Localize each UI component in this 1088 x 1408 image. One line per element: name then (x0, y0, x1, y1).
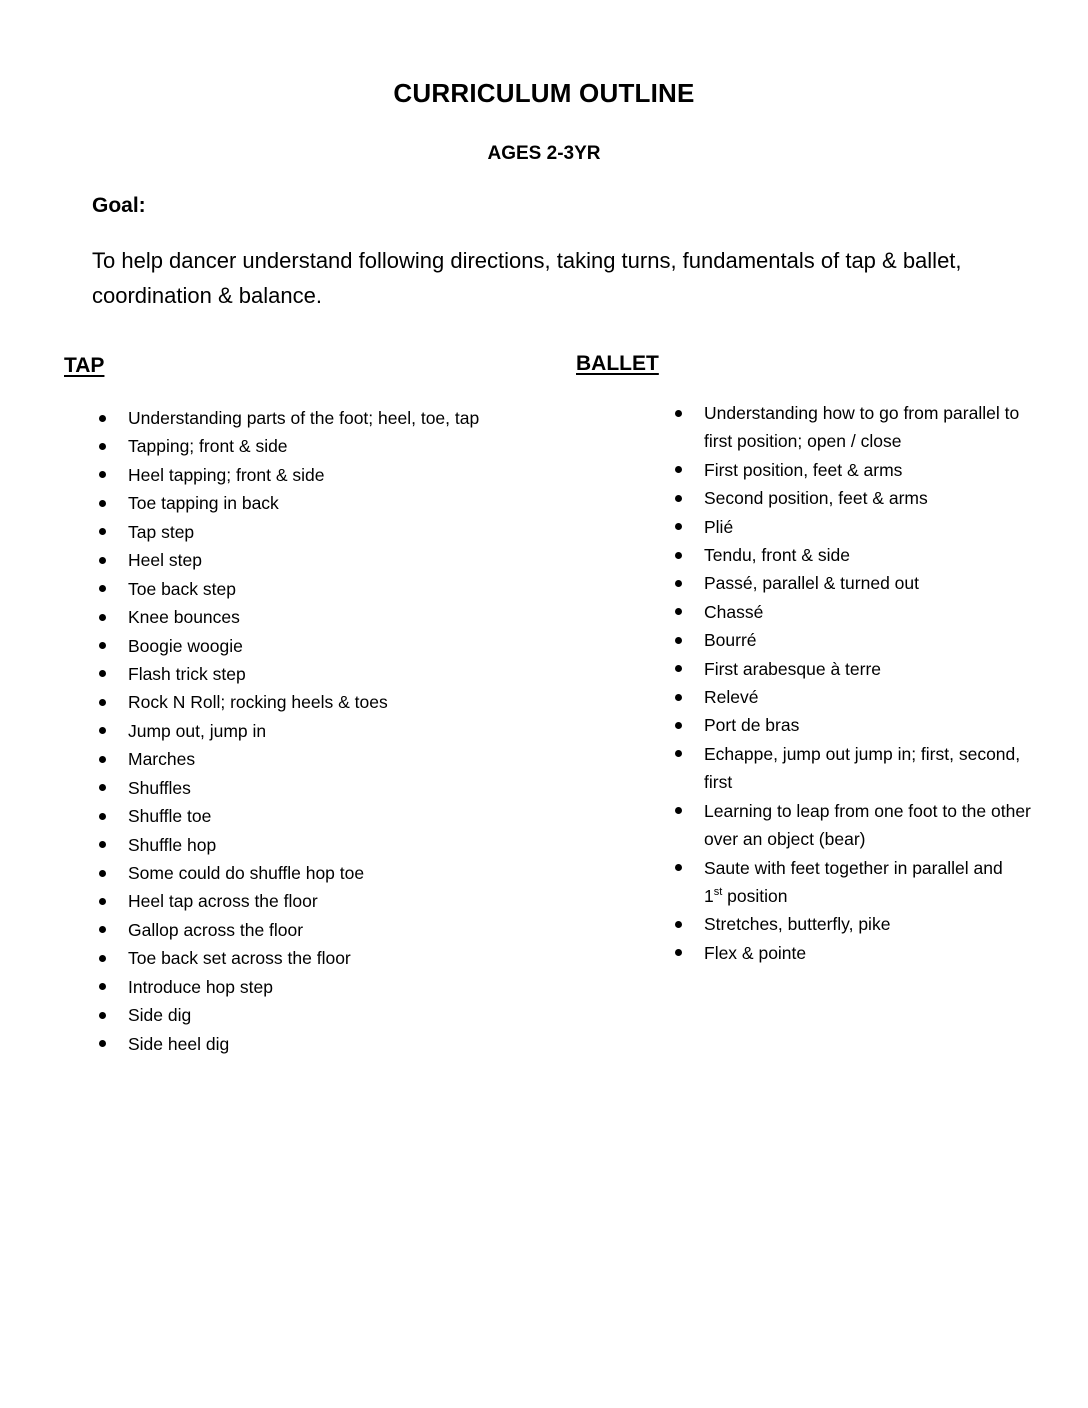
bullet-icon (99, 813, 106, 820)
list-item: Tap step (128, 518, 558, 546)
list-item: Passé, parallel & turned out (704, 569, 1034, 597)
list-item: Plié (704, 513, 1034, 541)
list-item: Flash trick step (128, 660, 558, 688)
bullet-icon (675, 665, 682, 672)
bullet-icon (99, 614, 106, 621)
bullet-icon (99, 500, 106, 507)
list-item: Tendu, front & side (704, 541, 1034, 569)
bullet-icon (99, 471, 106, 478)
bullet-icon (675, 466, 682, 473)
bullet-icon (99, 926, 106, 933)
bullet-icon (99, 528, 106, 535)
bullet-icon (675, 921, 682, 928)
list-item: Side heel dig (128, 1030, 558, 1058)
list-item: Saute with feet together in parallel and 1st position (704, 854, 1034, 911)
list-item: Chassé (704, 598, 1034, 626)
bullet-icon (675, 523, 682, 530)
list-item: Tapping; front & side (128, 432, 558, 460)
bullet-icon (99, 1040, 106, 1047)
list-item: Understanding parts of the foot; heel, toe, tap (128, 404, 558, 432)
bullet-icon (99, 727, 106, 734)
bullet-icon (675, 552, 682, 559)
ballet-list (704, 399, 1034, 967)
bullet-icon (99, 585, 106, 592)
list-item: First arabesque à terre (704, 655, 1034, 683)
ballet-heading: BALLET (576, 352, 659, 375)
bullet-icon (675, 410, 682, 417)
list-item: Introduce hop step (128, 973, 558, 1001)
bullet-icon (675, 637, 682, 644)
bullet-icon (99, 443, 106, 450)
bullet-icon (99, 898, 106, 905)
list-item: Toe back step (128, 575, 558, 603)
list-item: Boogie woogie (128, 632, 558, 660)
list-item: Shuffle hop (128, 831, 558, 859)
list-item: Heel tap across the floor (128, 887, 558, 915)
bullet-icon (675, 580, 682, 587)
list-item: Stretches, butterfly, pike (704, 910, 1034, 938)
list-item: Heel step (128, 546, 558, 574)
list-item: Rock N Roll; rocking heels & toes (128, 688, 558, 716)
bullet-icon (99, 955, 106, 962)
bullet-icon (99, 642, 106, 649)
list-item: Relevé (704, 683, 1034, 711)
list-item: Marches (128, 745, 558, 773)
tap-heading: TAP (64, 354, 105, 377)
bullet-icon (675, 807, 682, 814)
list-item: Toe back set across the floor (128, 944, 558, 972)
bullet-icon (99, 784, 106, 791)
bullet-icon (675, 722, 682, 729)
bullet-icon (99, 983, 106, 990)
bullet-icon (675, 608, 682, 615)
tap-list (128, 404, 558, 1058)
list-item: Jump out, jump in (128, 717, 558, 745)
bullet-icon (99, 756, 106, 763)
age-subtitle: AGES 2-3YR (487, 143, 601, 164)
goal-label: Goal: (92, 194, 146, 217)
bullet-icon (675, 949, 682, 956)
list-item: Flex & pointe (704, 939, 1034, 967)
list-item: Gallop across the floor (128, 916, 558, 944)
list-item: Learning to leap from one foot to the other over an object (bear) (704, 797, 1034, 854)
page-title: CURRICULUM OUTLINE (393, 78, 695, 108)
list-item: Shuffle toe (128, 802, 558, 830)
list-item: Knee bounces (128, 603, 558, 631)
bullet-icon (99, 870, 106, 877)
list-item: Understanding how to go from parallel to first position; open / close (704, 399, 1034, 456)
bullet-icon (99, 415, 106, 422)
bullet-icon (675, 864, 682, 871)
list-item: Port de bras (704, 711, 1034, 739)
bullet-icon (99, 699, 106, 706)
list-item: Echappe, jump out jump in; first, second, first (704, 740, 1034, 797)
bullet-icon (99, 670, 106, 677)
bullet-icon (99, 557, 106, 564)
list-item: Heel tapping; front & side (128, 461, 558, 489)
bullet-icon (99, 1012, 106, 1019)
list-item: Some could do shuffle hop toe (128, 859, 558, 887)
list-item: Shuffles (128, 774, 558, 802)
bullet-icon (675, 694, 682, 701)
list-item: Bourré (704, 626, 1034, 654)
list-item: Side dig (128, 1001, 558, 1029)
list-item: Second position, feet & arms (704, 484, 1034, 512)
bullet-icon (99, 841, 106, 848)
bullet-icon (675, 495, 682, 502)
goal-text: To help dancer understand following directions, taking turns, fundamentals of tap & ballet, coordination & balance. (92, 248, 962, 308)
list-item: First position, feet & arms (704, 456, 1034, 484)
list-item: Toe tapping in back (128, 489, 558, 517)
bullet-icon (675, 750, 682, 757)
